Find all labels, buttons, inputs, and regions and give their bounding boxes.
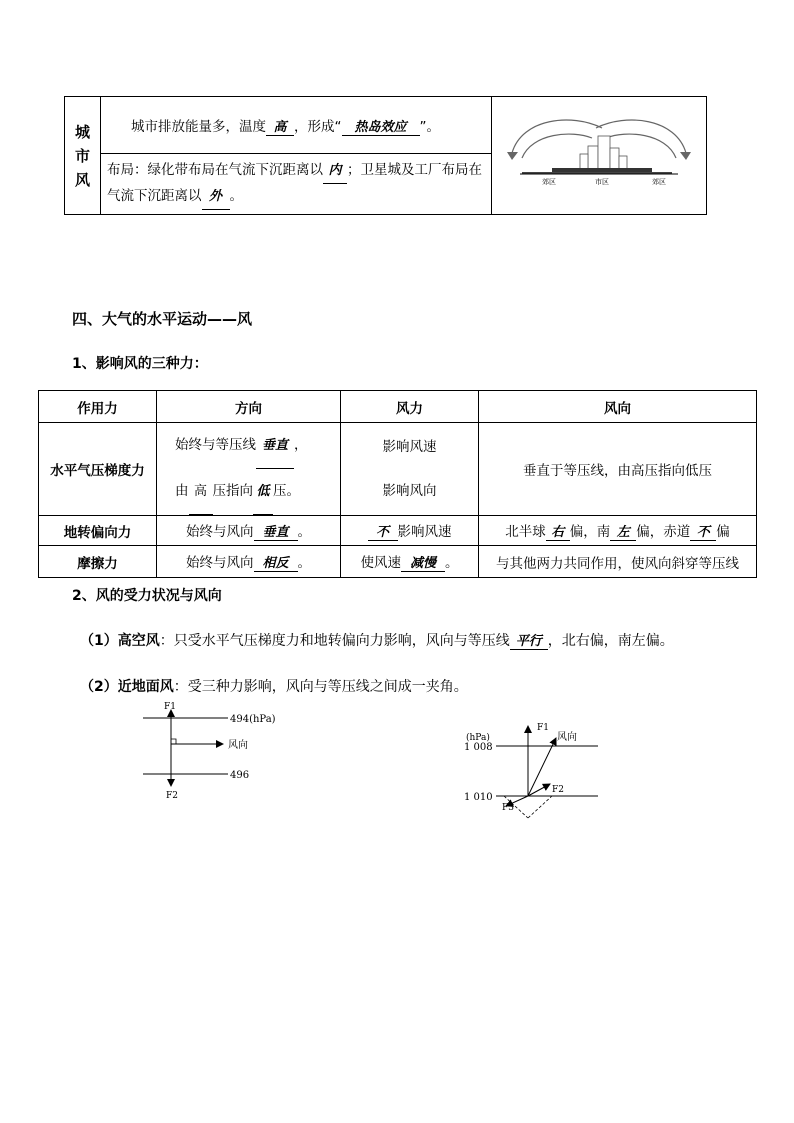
fill-blank: 垂直 <box>256 424 294 469</box>
diagram-label-left: 郊区 <box>541 177 556 186</box>
forces-table <box>38 390 757 578</box>
surface-wind-label: （2）近地面风 <box>80 679 174 695</box>
friction-direction <box>157 546 341 578</box>
city-wind-row2-p2: ；卫星城及工厂布局在气流下沉距离以 <box>107 162 482 204</box>
upper-wind-text2: ，北右偏，南左偏。 <box>547 633 674 649</box>
surface-isobar-bottom: 1 010 <box>464 792 493 803</box>
city-wind-table <box>64 96 707 215</box>
city-wind-label-char: 城 <box>74 122 90 141</box>
surface-unit-label: (hPa) <box>466 733 490 743</box>
fill-blank: 热岛效应 <box>342 116 420 136</box>
surface-f1-label: F1 <box>537 723 549 733</box>
header-cell: 风向 <box>479 391 757 423</box>
city-wind-row2 <box>101 154 492 215</box>
fill-blank: 不 <box>690 521 716 541</box>
pgf-force <box>341 423 479 516</box>
friction-force <box>341 546 479 578</box>
section4-sub1: 1、影响风的三种力： <box>72 356 208 372</box>
pgf-name: 水平气压梯度力 <box>39 423 157 516</box>
fill-blank: 垂直 <box>254 521 298 541</box>
friction-dir-pre: 始终与风向 <box>186 555 254 571</box>
coriolis-w1: 北半球 <box>505 524 546 540</box>
pgf-force1: 影响风速 <box>382 439 437 455</box>
coriolis-name: 地转偏向力 <box>39 516 157 546</box>
city-wind-row2-p1: 布局：绿化带布局在气流下沉距离以 <box>107 162 323 178</box>
fill-blank: 左 <box>610 521 636 541</box>
pgf-wind: 垂直于等压线，由高压指向低压 <box>479 423 757 516</box>
coriolis-direction <box>157 516 341 546</box>
coriolis-force-post: 影响风速 <box>397 524 452 540</box>
upper-f2-label: F2 <box>166 791 178 801</box>
upper-f1-label: F1 <box>164 702 176 712</box>
friction-wind: 与其他两力共同作用，使风向斜穿等压线 <box>479 546 757 578</box>
surface-isobar-top: 1 008 <box>464 742 493 753</box>
header-cell: 方向 <box>157 391 341 423</box>
surface-wind-label: 风向 <box>557 732 577 743</box>
pgf-dir2-c: 压。 <box>273 483 300 499</box>
pgf-dir1-pre: 始终与等压线 <box>175 437 256 453</box>
fill-blank: 平行 <box>510 630 548 650</box>
surface-f2-label: F2 <box>552 785 564 795</box>
pgf-dir2-a: 由 <box>175 483 189 499</box>
pgf-dir2-b: 压指向 <box>212 483 253 499</box>
coriolis-dir-pre: 始终与风向 <box>186 524 254 540</box>
fill-blank: 高 <box>189 470 213 515</box>
city-wind-row2-p3: 。 <box>229 188 243 204</box>
fill-blank: 高 <box>266 116 294 136</box>
upper-wind-text1: ：只受水平气压梯度力和地转偏向力影响，风向与等压线 <box>159 633 510 649</box>
surface-f3-label: F3 <box>502 803 514 813</box>
city-wind-row1-pre: 城市排放能量多，温度 <box>131 118 266 135</box>
friction-dir-post: 。 <box>297 555 311 571</box>
section4-title: 四、大气的水平运动——风 <box>72 310 253 328</box>
city-wind-label-cell <box>65 97 101 215</box>
header-cell: 风力 <box>341 391 479 423</box>
section4-sub2: 2、风的受力状况与风向 <box>72 588 222 604</box>
surface-wind-line <box>80 676 468 696</box>
fill-blank: 相反 <box>254 552 298 572</box>
pgf-direction <box>157 423 341 516</box>
surface-wind-text: ：受三种力影响，风向与等压线之间成一夹角。 <box>173 679 468 695</box>
fill-blank: 低 <box>253 470 273 515</box>
fill-blank: 不 <box>368 521 398 541</box>
city-wind-diagram-cell <box>491 97 706 215</box>
pgf-dir1-post: ， <box>294 437 308 453</box>
surface-wind-diagram <box>460 716 620 820</box>
fill-blank: 内 <box>323 159 347 184</box>
fill-blank: 右 <box>546 521 570 541</box>
coriolis-wind <box>479 516 757 546</box>
city-wind-row1-mid: ，形成“ <box>294 118 342 135</box>
coriolis-w2: 偏，南 <box>569 524 611 540</box>
upper-wind-line <box>80 630 674 650</box>
upper-isobar-top: 494(hPa) <box>230 714 276 725</box>
fill-blank: 外 <box>202 185 230 210</box>
friction-force-post: 。 <box>445 555 459 571</box>
upper-isobar-bottom: 496 <box>230 770 250 781</box>
city-wind-diagram <box>492 98 706 210</box>
upper-wind-label: （1）高空风 <box>80 633 160 649</box>
fill-blank: 减慢 <box>401 552 445 572</box>
diagram-label-right: 郊区 <box>651 177 666 186</box>
city-wind-label-char: 风 <box>74 170 90 189</box>
coriolis-w4: 偏 <box>716 524 730 540</box>
upper-wind-label: 风向 <box>228 740 248 751</box>
coriolis-dir-post: 。 <box>297 524 311 540</box>
coriolis-w3: 偏，赤道 <box>636 524 691 540</box>
header-cell: 作用力 <box>39 391 157 423</box>
pgf-force2: 影响风向 <box>382 483 437 499</box>
upper-wind-diagram <box>138 698 298 802</box>
city-wind-row1 <box>101 97 492 154</box>
city-wind-row1-post: ”。 <box>419 118 440 135</box>
friction-force-pre: 使风速 <box>360 555 401 571</box>
diagram-label-center: 市区 <box>594 177 609 186</box>
friction-name: 摩擦力 <box>39 546 157 578</box>
city-wind-label-char: 市 <box>74 146 90 165</box>
coriolis-force <box>341 516 479 546</box>
